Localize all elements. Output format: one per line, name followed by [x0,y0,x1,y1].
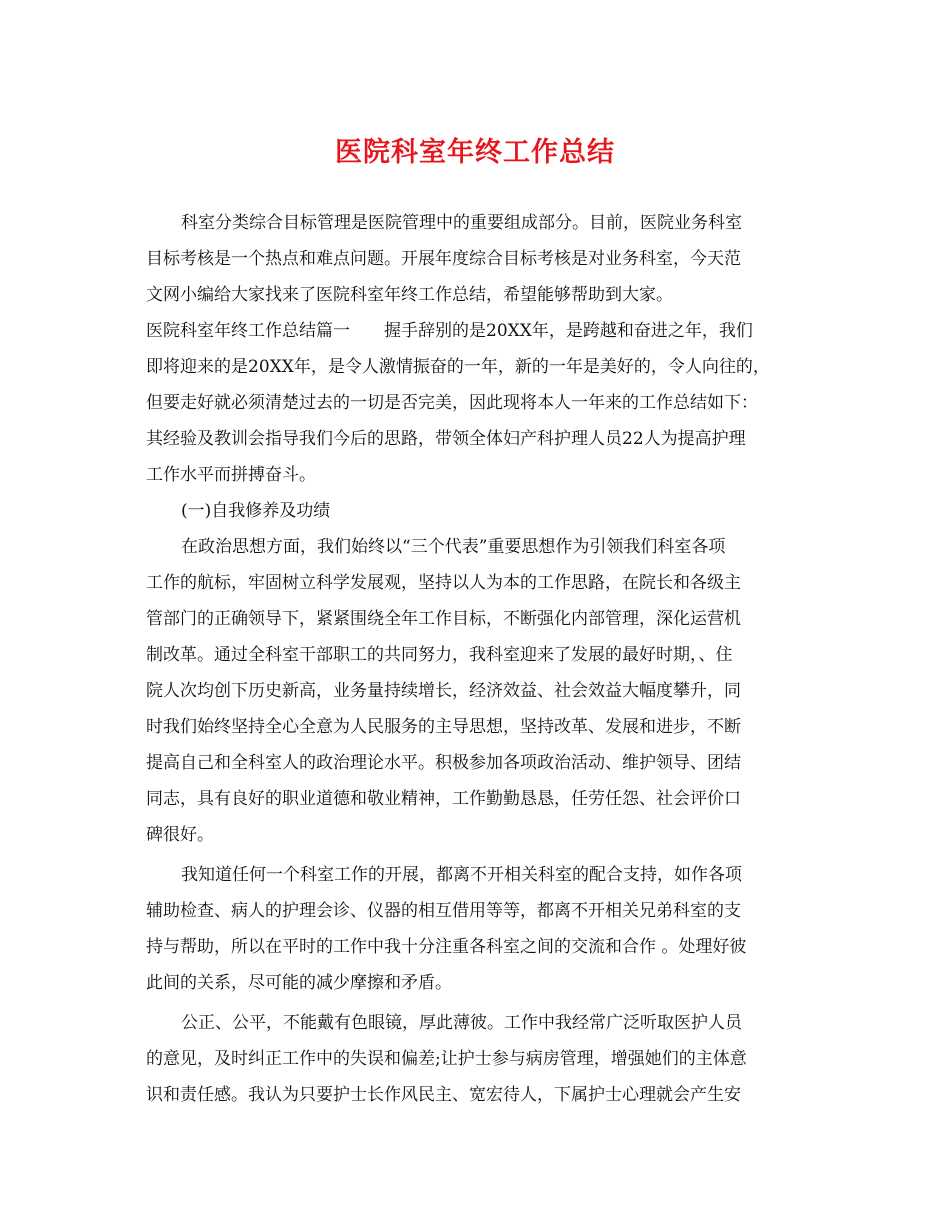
paragraph-line: 工作的航标，牢固树立科学发展观，坚持以人为本的工作思路，在院长和各级主 [146,573,741,593]
paragraph-line: 目标考核是一个热点和难点问题。开展年度综合目标考核是对业务科室，今天范 [146,249,741,269]
section-subheading: (一)自我修养及功绩 [181,501,331,521]
paragraph-line: 辅助检查、病人的护理会诊、仪器的相互借用等等，都离不开相关兄弟科室的支 [146,901,741,921]
paragraph-line: 同志，具有良好的职业道德和敬业精神，工作勤勤恳恳，任劳任怨、社会评价口 [146,789,741,809]
intro-paragraph [146,205,806,313]
paragraph-line: 院人次均创下历史新高，业务量持续增长，经济效益、社会效益大幅度攀升，同 [146,681,741,701]
paragraph-line: 持与帮助，所以在平时的工作中我十分注重各科室之间的交流和合作 。处理好彼 [146,937,747,957]
document-body [146,205,806,1113]
paragraph-line: 即将迎来的是20XX年，是令人激情振奋的一年，新的一年是美好的，令人向往的， [146,357,770,377]
paragraph-line: 工作水平而拼搏奋斗。 [146,465,316,485]
paragraph-line: 公正、公平，不能戴有色眼镜，厚此薄彼。工作中我经常广泛听取医护人员 [181,1013,742,1033]
paragraph-line: 制改革。通过全科室干部职工的共同努力，我科室迎来了发展的最好时期，、住 [146,645,733,665]
document-title: 医院科室年终工作总结 [335,137,615,168]
paragraph-line: 我知道任何一个科室工作的开展，都离不开相关科室的配合支持，如作各项 [181,865,742,885]
paragraph-line: 识和责任感。我认为只要护士长作风民主、宽宏待人，下属护士心理就会产生安 [146,1085,741,1105]
paragraph-line: 碑很好。 [146,825,214,845]
paragraph-line: 此间的关系，尽可能的减少摩擦和矛盾。 [146,973,452,993]
cooperation-paragraph [146,857,806,1001]
paragraph-line: 其经验及教训会指导我们今后的思路，带领全体妇产科护理人员22人为提高护理 [146,429,746,449]
paragraph-line: 医院科室年终工作总结篇一 握手辞别的是20XX年，是跨越和奋进之年，我们 [146,321,753,341]
paragraph-line: 提高自己和全科室人的政治理论水平。积极参加各项政治活动、维护领导、团结 [146,753,741,773]
paragraph-line: 文网小编给大家找来了医院科室年终工作总结，希望能够帮助到大家。 [146,285,673,305]
paragraph-line: 管部门的正确领导下，紧紧围绕全年工作目标，不断强化内部管理，深化运营机 [146,609,741,629]
section-one-paragraph [146,313,806,493]
paragraph-line: 的意见，及时纠正工作中的失误和偏差;让护士参与病房管理，增强她们的主体意 [146,1049,747,1069]
paragraph-line: 但要走好就必须清楚过去的一切是否完美，因此现将本人一年来的工作总结如下： [146,393,758,413]
subheading-block [146,493,806,529]
politics-paragraph [146,529,806,853]
paragraph-line: 科室分类综合目标管理是医院管理中的重要组成部分。目前，医院业务科室 [181,213,742,233]
paragraph-line: 在政治思想方面，我们始终以“三个代表”重要思想作为引领我们科室各项 [181,537,726,557]
fairness-paragraph [146,1005,806,1113]
paragraph-line: 时我们始终坚持全心全意为人民服务的主导思想，坚持改革、发展和进步，不断 [146,717,741,737]
